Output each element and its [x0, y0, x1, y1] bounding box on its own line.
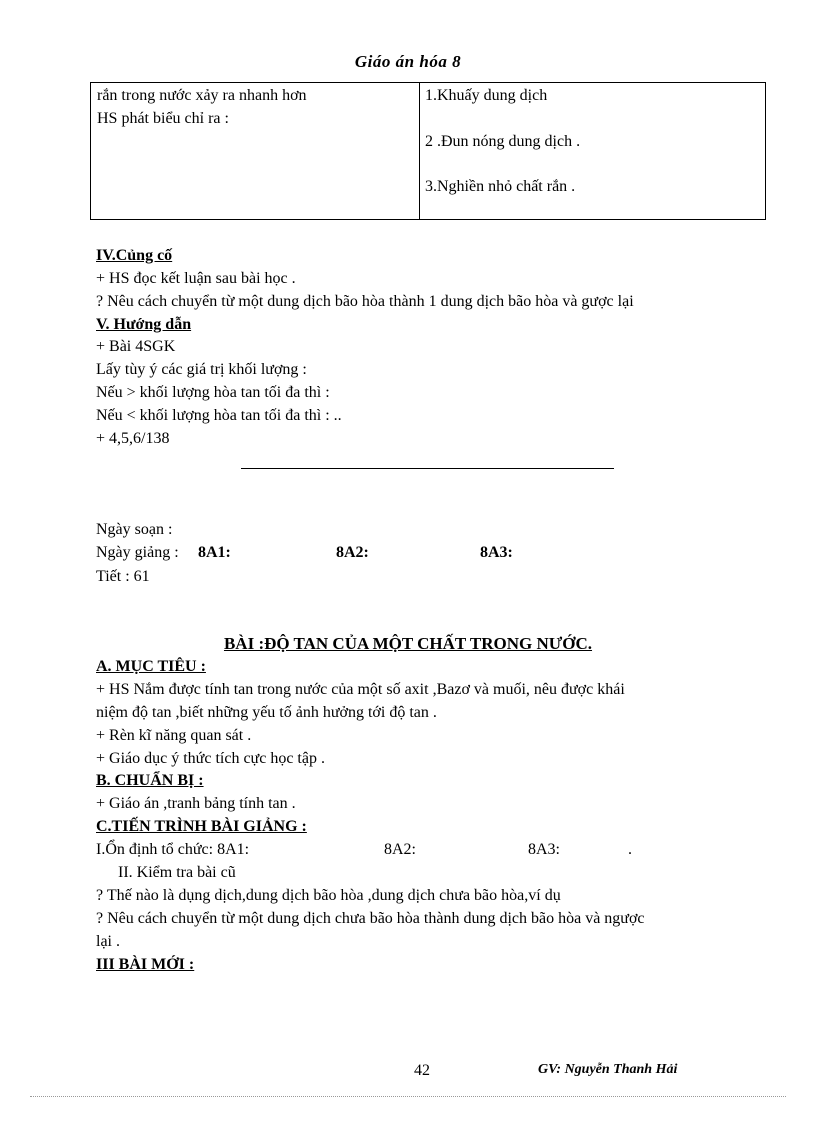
tientrinh-heading: C.TIẾN TRÌNH BÀI GIẢNG :: [96, 818, 307, 835]
kiemtra-question-2: ? Nêu cách chuyển từ một dung dịch chưa bão hòa thành dung dịch bão hòa và ngược: [96, 910, 645, 927]
cungco-heading: IV.Củng cố: [96, 247, 173, 264]
page-bottom-border: [30, 1096, 786, 1097]
huongdan-line-5: + 4,5,6/138: [96, 430, 170, 447]
huongdan-line-3: Nếu > khối lượng hòa tan tối đa thì :: [96, 384, 330, 401]
table-left-line-1: rắn trong nước xảy ra nhanh hơn: [97, 87, 307, 104]
huongdan-line-2: Lấy tùy ý các giá trị khối lượng :: [96, 361, 307, 378]
cungco-line-2: ? Nêu cách chuyển từ một dung dịch bão hòa thành 1 dung dịch bão hòa và gược lại: [96, 293, 634, 310]
table-right-line-1: 1.Khuấy dung dịch: [425, 87, 548, 104]
tiet-number: Tiết : 61: [96, 568, 150, 585]
page-number: 42: [414, 1062, 430, 1079]
huongdan-heading: V. Hướng dẫn: [96, 316, 192, 333]
huongdan-line-1: + Bài 4SGK: [96, 338, 176, 355]
ngay-giang-class-2: 8A2:: [336, 544, 369, 561]
ondinh-class-2: 8A2:: [384, 841, 416, 858]
ondinh-trailing-dot: .: [628, 841, 632, 858]
ondinh-class-3: 8A3:: [528, 841, 560, 858]
ngay-giang-class-3: 8A3:: [480, 544, 513, 561]
muctieu-heading: A. MỤC TIÊU :: [96, 658, 206, 675]
baimoi-heading: III BÀI MỚI :: [96, 956, 195, 973]
page-header-title: Giáo án hóa 8: [354, 52, 462, 71]
huongdan-line-4: Nếu < khối lượng hòa tan tối đa thì : ..: [96, 407, 342, 424]
table-left-line-2: HS phát biểu chỉ ra :: [97, 110, 229, 127]
ondinh-line: I.Ổn định tổ chức: 8A1:: [96, 841, 250, 858]
section-divider: [241, 468, 614, 469]
kiemtra-question-1: ? Thế nào là dụng dịch,dung dịch bão hòa ,dung dịch chưa bão hòa,ví dụ: [96, 887, 561, 904]
cungco-line-1: + HS đọc kết luận sau bài học .: [96, 270, 296, 287]
ngay-soan: Ngày soạn :: [96, 521, 173, 538]
ngay-giang-class-1: 8A1:: [198, 544, 231, 561]
ngay-giang: Ngày giảng :: [96, 544, 179, 561]
table-divider: [419, 83, 420, 219]
footer-author: GV: Nguyễn Thanh Hải: [538, 1062, 678, 1077]
kiemtra-question-2-cont: lại .: [96, 933, 120, 950]
activity-table: [90, 82, 766, 220]
muctieu-line-1: + HS Nắm được tính tan trong nước của một số axit ,Bazơ và muối, nêu được khái: [96, 681, 625, 698]
chuanbi-line-1: + Giáo án ,tranh bảng tính tan .: [96, 795, 296, 812]
muctieu-line-3: + Rèn kĩ năng quan sát .: [96, 727, 252, 744]
table-right-line-2: 2 .Đun nóng dung dịch .: [425, 133, 581, 150]
lesson-title: BÀI :ĐỘ TAN CỦA MỘT CHẤT TRONG NƯỚC.: [223, 634, 593, 653]
table-right-line-3: 3.Nghiền nhỏ chất rắn .: [425, 178, 576, 195]
muctieu-line-4: + Giáo dục ý thức tích cực học tập .: [96, 750, 325, 767]
kiemtra-line: II. Kiểm tra bài cũ: [118, 864, 236, 881]
muctieu-line-2: niệm độ tan ,biết những yếu tố ảnh hưởng tới độ tan .: [96, 704, 437, 721]
chuanbi-heading: B. CHUẨN BỊ :: [96, 772, 204, 789]
